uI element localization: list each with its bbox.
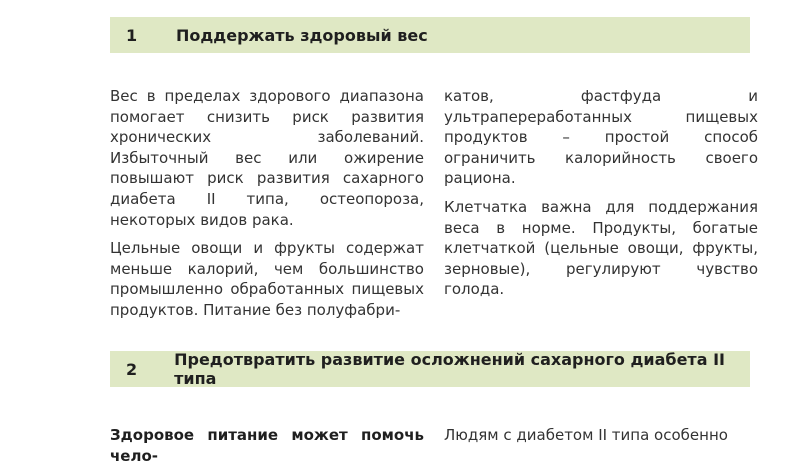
section-2-left-paragraph-start: Здоровое питание может помочь чело- <box>110 426 424 465</box>
section-1-right-paragraph-2: Клетчатка важна для поддержания веса в норме. Продукты, богатые клетчаткой (цельные овощи, фрукты, зерновые), регулируют чувство голода. <box>444 197 758 299</box>
section-1-number: 1 <box>126 25 138 45</box>
section-1-left-paragraph-1: Вес в пределах здорового диапазона помогает снизить риск развития хронических заболеваний. Избыточный вес или ожирение повышают риск развития сахарного диабета II типа, остеопороза, некоторых видов рака. <box>110 87 424 229</box>
section-1-title: Поддержать здоровый вес <box>176 25 428 45</box>
section-2-right-column <box>444 425 758 454</box>
section-1-left-paragraph-2: Цельные овощи и фрукты содержат меньше калорий, чем большинство промышленно обработанных пищевых продуктов. Питание без полуфабри- <box>110 239 424 319</box>
section-2-title: Предотвратить развитие осложнений сахарного диабета II типа <box>174 350 725 388</box>
section-2-right-paragraph-start: Людям с диабетом II типа особенно <box>444 426 728 444</box>
section-1-header <box>110 17 750 53</box>
section-2-number: 2 <box>126 359 138 379</box>
section-1-right-column <box>444 86 758 308</box>
section-2-header <box>110 351 750 387</box>
section-1-left-column <box>110 86 424 329</box>
section-1-right-paragraph-1: катов, фастфуда и ультрапереработанных пищевых продуктов – простой способ ограничить калорийность своего рациона. <box>444 87 758 188</box>
